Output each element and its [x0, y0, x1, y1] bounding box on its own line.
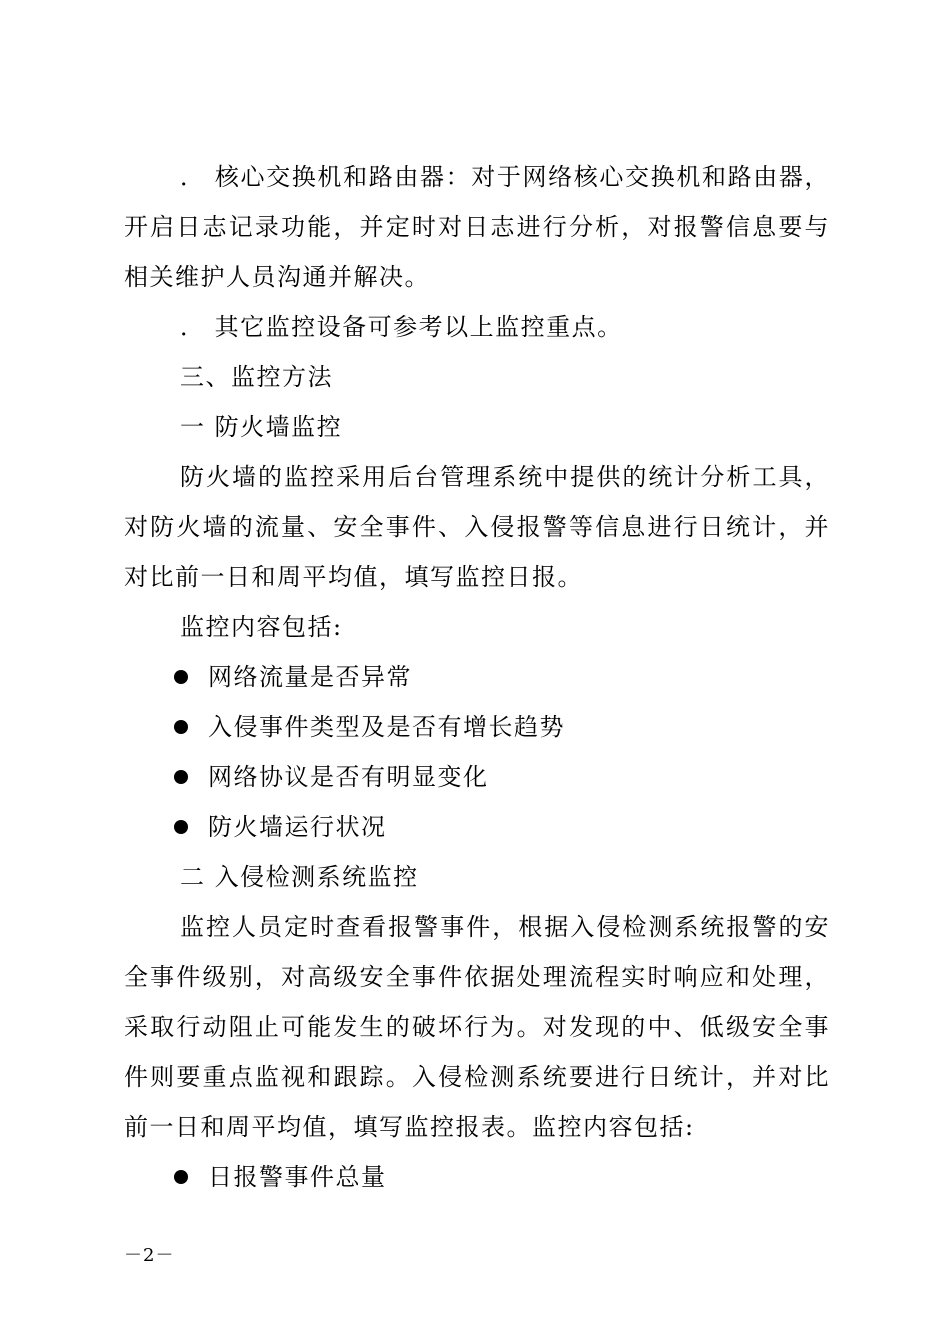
paragraph-other-devices: ． 其它监控设备可参考以上监控重点。	[180, 313, 623, 341]
subsection-heading-ids: 二 入侵检测系统监控	[180, 863, 419, 891]
list-item-text: 网络流量是否异常	[208, 663, 412, 691]
list-item	[174, 702, 565, 752]
list-item-text: 日报警事件总量	[208, 1163, 387, 1191]
bullet-icon	[174, 820, 188, 834]
bullet-icon	[174, 770, 188, 784]
paragraph-firewall-content-intro: 监控内容包括:	[180, 613, 343, 641]
list-item	[174, 752, 489, 802]
paragraph-firewall-description: 防火墙的监控采用后台管理系统中提供的统计分析工具，对防火墙的流量、安全事件、入侵报警等信息进行日统计，并对比前一日和周平均值，填写监控日报。	[124, 463, 830, 591]
list-item-text: 网络协议是否有明显变化	[208, 763, 489, 791]
bullet-icon	[174, 670, 188, 684]
list-item-text: 入侵事件类型及是否有增长趋势	[208, 713, 565, 741]
list-item-text: 防火墙运行状况	[208, 813, 387, 841]
bullet-icon	[174, 720, 188, 734]
list-item	[174, 1152, 387, 1202]
section-heading-monitoring-methods: 三、监控方法	[180, 363, 333, 391]
list-item	[174, 802, 387, 852]
list-item	[174, 652, 412, 702]
page-number: －2－	[124, 1245, 175, 1266]
paragraph-core-switch: ． 核心交换机和路由器：对于网络核心交换机和路由器，开启日志记录功能，并定时对日志进行分析，对报警信息要与相关维护人员沟通并解决。	[124, 163, 830, 291]
bullet-icon	[174, 1170, 188, 1184]
subsection-heading-firewall: 一 防火墙监控	[180, 413, 343, 441]
paragraph-ids-description: 监控人员定时查看报警事件，根据入侵检测系统报警的安全事件级别，对高级安全事件依据处理流程实时响应和处理，采取行动阻止可能发生的破坏行为。对发现的中、低级安全事件则要重点监视和跟踪。入侵检测系统要进行日统计，并对比前一日和周平均值，填写监控报表。监控内容包括:	[124, 913, 830, 1141]
